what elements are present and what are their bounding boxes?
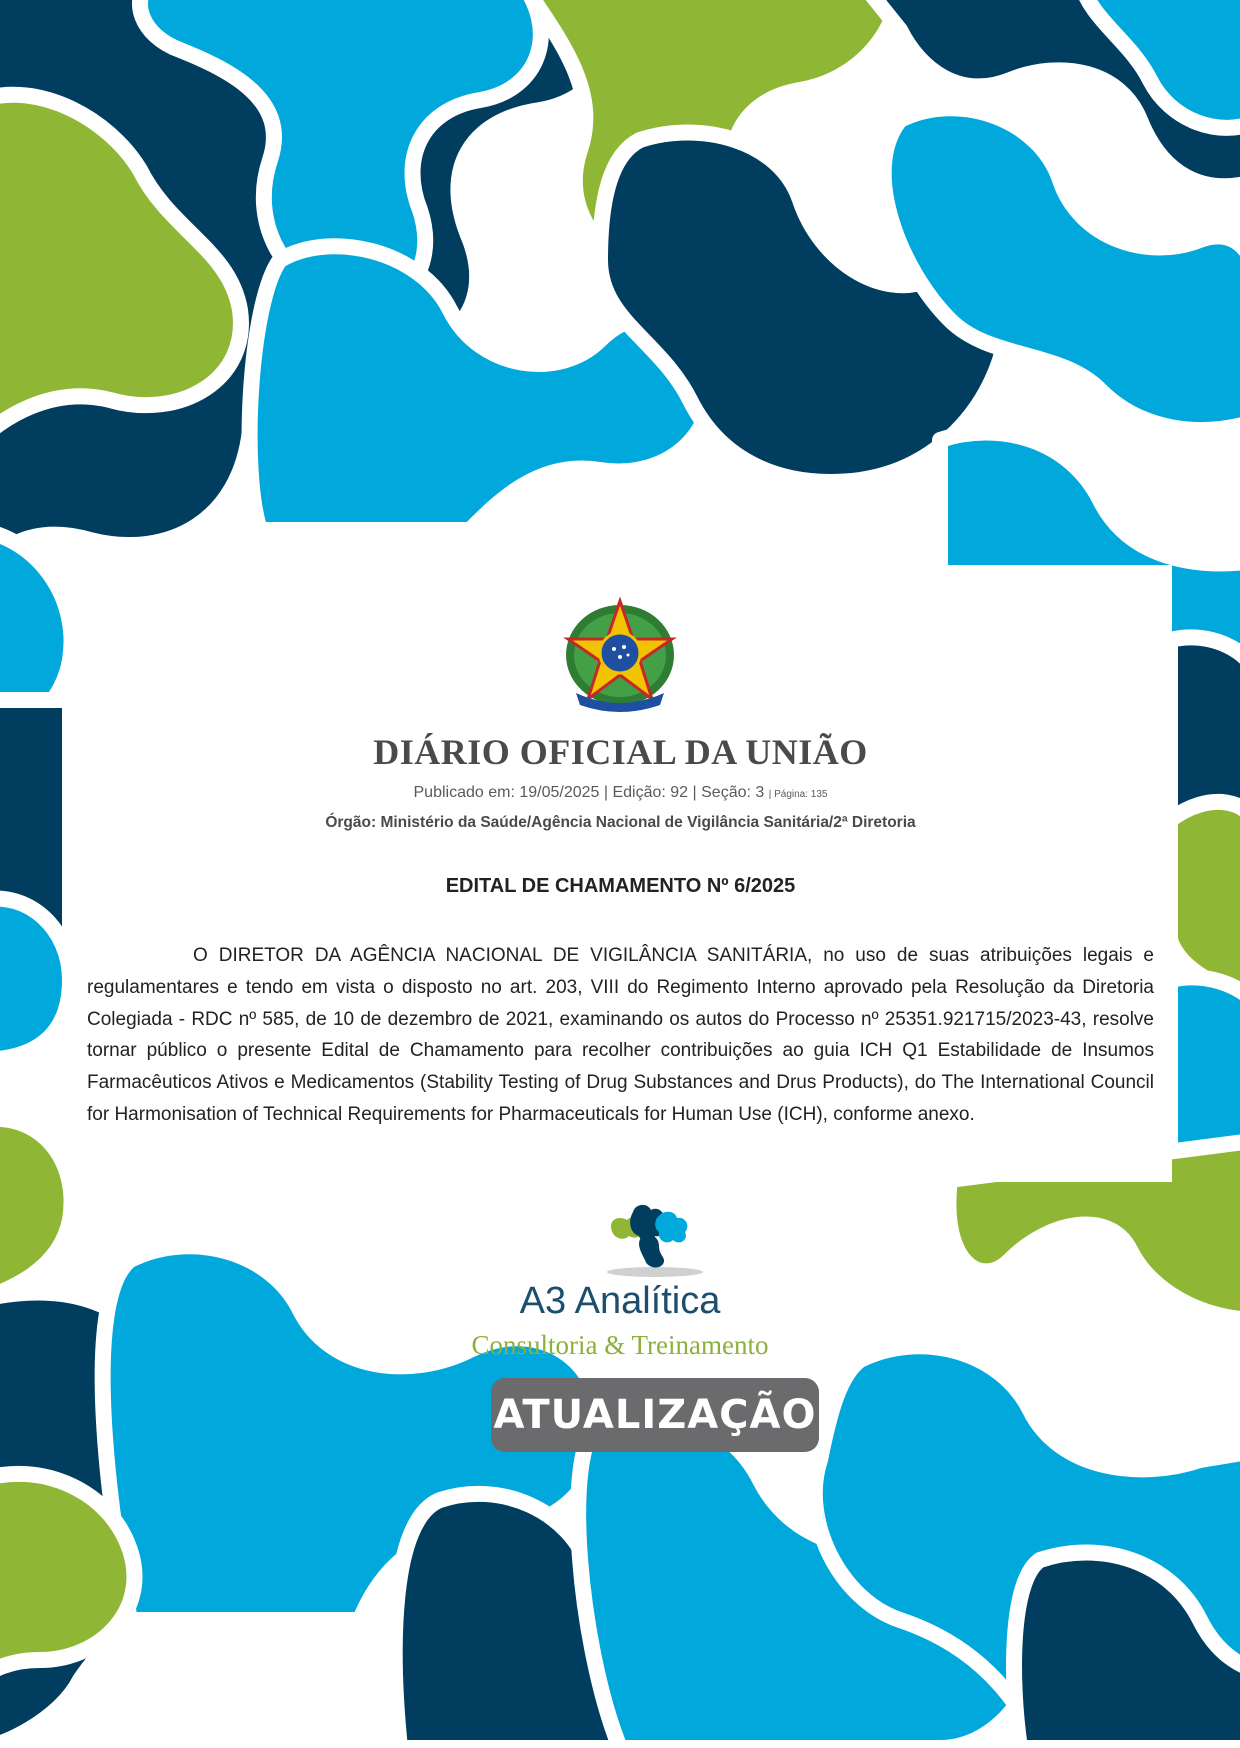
- publication-info: [69, 784, 1172, 802]
- page-number: | Página: 135: [768, 789, 828, 800]
- a3-puzzle-logo-icon: [605, 1200, 705, 1280]
- brazil-coat-of-arms-icon: [558, 593, 682, 717]
- document-card: [69, 565, 1172, 1182]
- edital-title: EDITAL DE CHAMAMENTO Nº 6/2025: [445, 875, 796, 897]
- brand-subtitle: Consultoria & Treinamento: [471, 1330, 769, 1360]
- brand-name: A3 Analítica: [519, 1280, 721, 1322]
- dou-title: DIÁRIO OFICIAL DA UNIÃO: [373, 732, 868, 772]
- edital-body: O DIRETOR DA AGÊNCIA NACIONAL DE VIGILÂNCIA SANITÁRIA, no uso de suas atribuições legais e regulamentares e tendo em vista o disposto no art. 203, VIII do Regimento Interno aprovado pela Resolução da Diretoria Colegiada - RDC nº 585, de 10 de dezembro de 2021, examinando os autos do Processo nº 25351.921715/2023-43, resolve tornar público o presente Edital de Chamamento para recolher contribuições ao guia ICH Q1 Estabilidade de Insumos Farmacêuticos Ativos e Medicamentos (Stability Testing of Drug Substances and Drus Products), do The International Council for Harmonisation of Technical Requirements for Pharmaceuticals for Human Use (ICH), conforme anexo.: [87, 945, 1154, 1125]
- update-badge: ATUALIZAÇÃO: [491, 1378, 819, 1452]
- orgao-line: Órgão: Ministério da Saúde/Agência Nacional de Vigilância Sanitária/2ª Diretoria: [325, 814, 916, 831]
- publication-date-edition: Publicado em: 19/05/2025 | Edição: 92 | Seção: 3: [413, 784, 765, 801]
